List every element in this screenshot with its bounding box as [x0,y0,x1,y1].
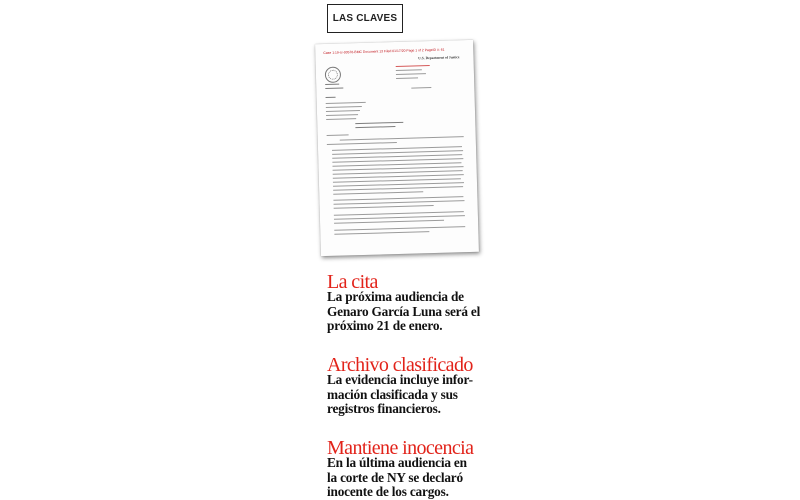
document-filing-stamp: Case 1:19-cr-00576-BMC Document 13 Filed 01/17/20 Page 1 of 2 PageID #: 61 [323,47,445,56]
body-line: la corte de NY se declaró [327,469,463,485]
document-text-line [334,231,429,235]
court-document-image [315,40,479,256]
document-text-line [326,118,356,120]
document-text-line [334,200,465,205]
document-text-line [334,226,465,231]
document-text-line [396,77,418,79]
section-body-archivo-clasificado [327,373,487,417]
body-line: La próxima audiencia de [327,289,464,304]
body-line: registros financieros. [327,401,441,416]
document-text-line [396,73,426,75]
document-text-line [334,215,465,220]
document-text-line [326,106,362,108]
body-line: inocente de los cargos. [327,484,449,499]
document-text-line [396,69,422,71]
document-text-line [355,126,395,128]
section-title-mantiene-inocencia: Mantiene inocencia [327,437,474,459]
document-text-line [411,87,431,89]
body-line: mación clasificada y sus [327,386,458,402]
document-text-line [333,191,423,195]
document-text-line [325,84,339,85]
document-text-line [355,122,403,124]
section-title-la-cita: La cita [327,271,378,293]
document-text-line [326,114,358,116]
document-text-line [327,134,349,136]
document-text-line [327,142,397,145]
document-text-line [326,110,360,112]
section-title-archivo-clasificado: Archivo clasificado [327,354,473,376]
section-label-box [327,4,403,33]
body-line: próximo 21 de enero. [327,318,443,333]
document-text-lines [315,40,473,44]
document-text-line [396,65,430,67]
document-text-line [326,97,336,98]
doj-seal-icon [325,67,341,83]
section-body-mantiene-inocencia [327,456,487,500]
body-line: En la última audiencia en [327,455,467,470]
section-body-la-cita [327,290,487,334]
document-text-line [340,136,464,141]
document-text-line [325,87,343,89]
body-line: Genaro García Luna será el [327,303,481,319]
document-text-line [334,220,444,224]
body-line: La evidencia incluye infor- [327,372,473,387]
section-label: LAS CLAVES [332,13,398,24]
document-department: U.S. Department of Justice [418,55,460,61]
document-text-line [326,102,366,104]
document-text-line [334,205,434,209]
document-text-line [333,186,463,191]
